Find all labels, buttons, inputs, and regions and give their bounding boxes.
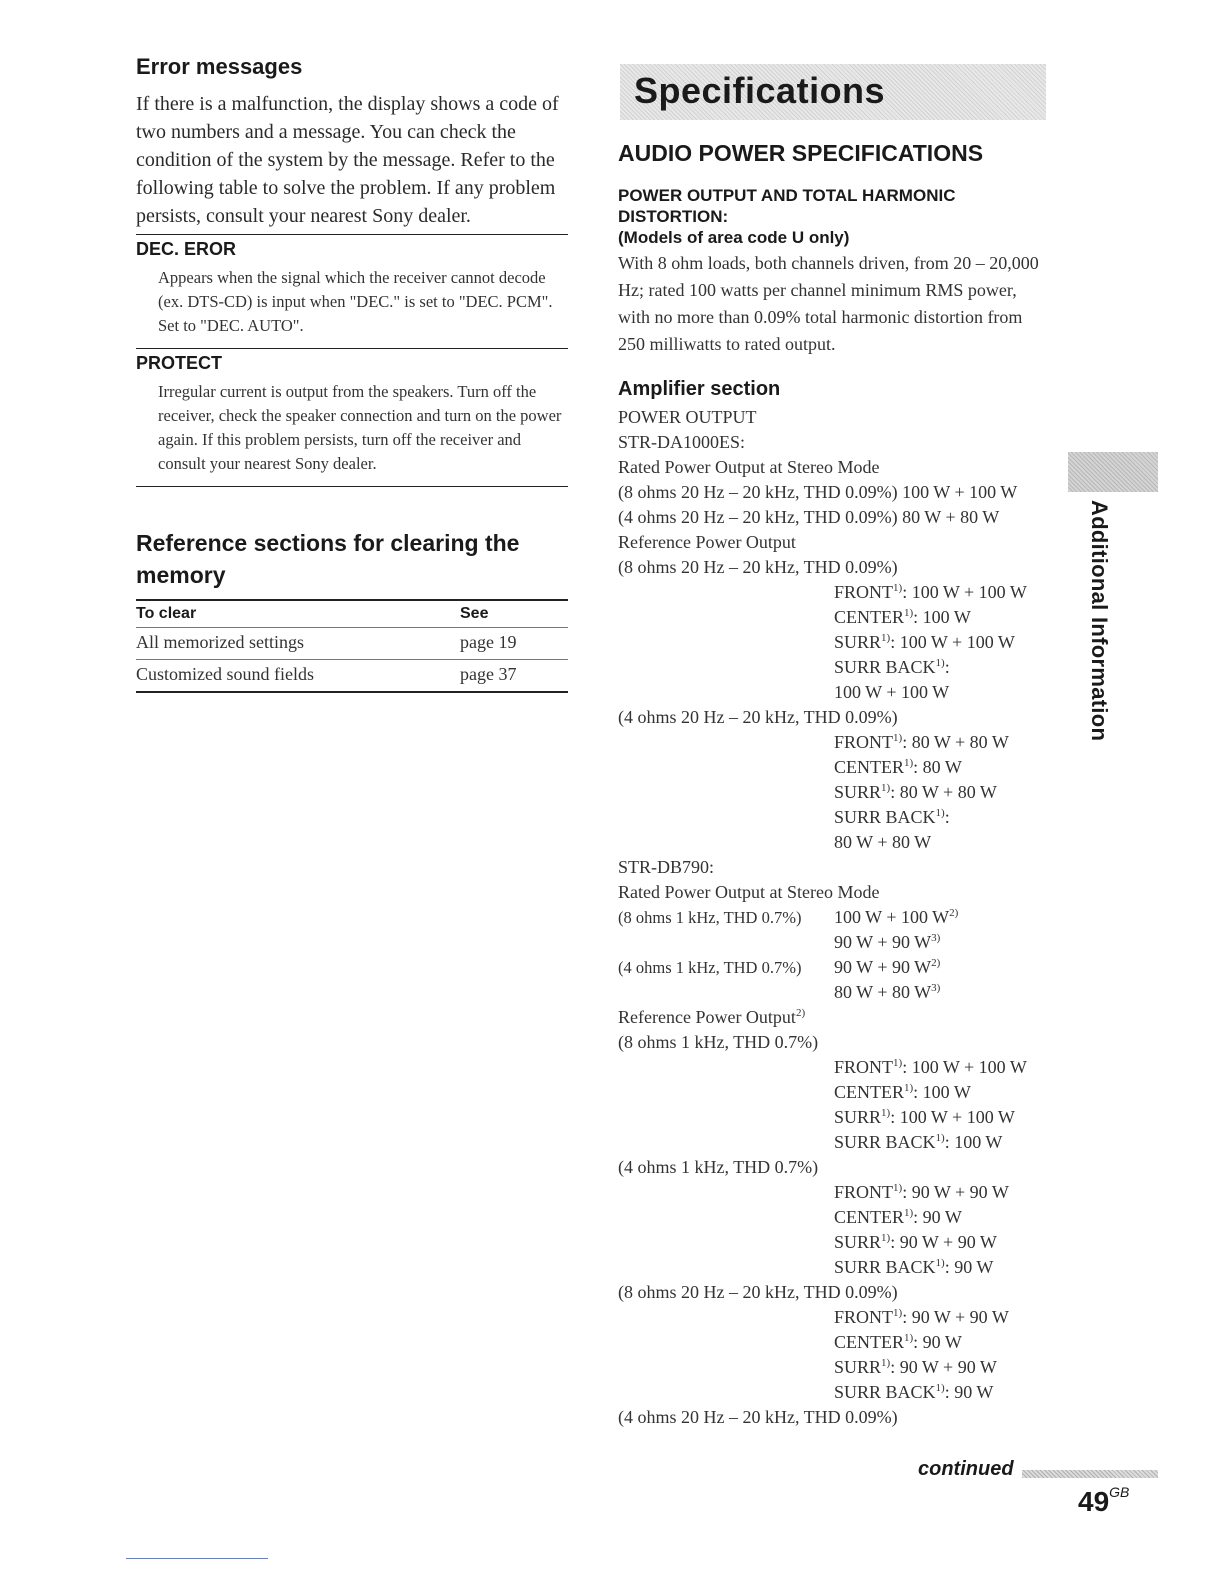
error-messages-heading: Error messages: [136, 54, 303, 79]
spec-line: (8 ohms 20 Hz – 20 kHz, THD 0.09%) 100 W + 100 W: [618, 482, 1018, 502]
channel-label: CENTER: [834, 757, 904, 777]
footnote-mark: 2): [949, 907, 959, 919]
channel-line: [618, 1180, 1048, 1205]
power-output-label: POWER OUTPUT: [618, 407, 757, 427]
left-column: [136, 54, 568, 693]
channel-line: [618, 605, 1048, 630]
spec-condition: (8 ohms 20 Hz – 20 kHz, THD 0.09%): [618, 557, 898, 577]
channel-label: SURR BACK: [834, 1382, 936, 1402]
page-number: [1078, 1486, 1129, 1518]
footnote-mark: 1): [935, 1132, 945, 1144]
banner-title: Specifications: [634, 70, 886, 111]
channel-line: [618, 780, 1048, 805]
page-number-value: 49: [1078, 1486, 1110, 1517]
channel-line: [618, 1380, 1048, 1405]
footnote-mark: 1): [904, 757, 914, 769]
reference-heading: Reference sections for clearing the memory: [136, 530, 520, 588]
footnote-mark: 1): [893, 1182, 903, 1194]
channel-list: [618, 1180, 1048, 1280]
channel-value: : 90 W + 90 W: [890, 1232, 997, 1252]
table-header-row: [136, 600, 568, 628]
footnote-mark: 1): [893, 1307, 903, 1319]
error-messages-intro: If there is a malfunction, the display shows a code of two numbers and a message. You can check the condition of the system by the message. Refer to the following table to solve the problem. If any problem persists, consult your nearest Sony dealer.: [136, 93, 559, 227]
cell-clear: All memorized settings: [136, 628, 460, 660]
channel-label: FRONT: [834, 1057, 894, 1077]
channel-value: : 90 W: [913, 1207, 962, 1227]
channel-line: [618, 1055, 1048, 1080]
power-output-subheading: POWER OUTPUT AND TOTAL HARMONIC DISTORTION:: [618, 186, 956, 226]
channel-value: : 80 W: [913, 757, 962, 777]
spec-condition: (8 ohms 1 kHz, THD 0.7%): [618, 908, 802, 927]
channel-value: : 100 W + 100 W: [902, 582, 1027, 602]
channel-list: [618, 730, 1048, 855]
rated-stereo-label: Rated Power Output at Stereo Mode: [618, 457, 880, 477]
channel-line: [618, 655, 1048, 680]
channel-value: :: [944, 807, 950, 827]
channel-line: [618, 1255, 1048, 1280]
channel-line: [618, 1330, 1048, 1355]
continued-label: continued: [918, 1458, 1014, 1480]
footnote-mark: 1): [893, 582, 903, 594]
spec-line: [618, 980, 1048, 1005]
cell-clear: Customized sound fields: [136, 660, 460, 693]
channel-line: [618, 755, 1048, 780]
channel-label: SURR: [834, 1232, 882, 1252]
side-tab-marker: [1068, 452, 1158, 492]
footnote-mark: 3): [931, 982, 941, 994]
error-item-dec-eror: [136, 234, 568, 338]
channel-line: [618, 1130, 1048, 1155]
divider: [136, 486, 568, 487]
channel-line: [618, 805, 1048, 830]
channel-label: CENTER: [834, 607, 904, 627]
spec-condition: (4 ohms 1 kHz, THD 0.7%): [618, 1157, 819, 1177]
channel-label: SURR: [834, 632, 882, 652]
reference-table: [136, 599, 568, 693]
model-label: STR-DB790:: [618, 857, 715, 877]
channel-value: : 100 W + 100 W: [890, 632, 1015, 652]
channel-value: 80 W + 80 W: [834, 832, 932, 852]
specifications-banner: [620, 64, 1046, 120]
amplifier-heading: Amplifier section: [618, 378, 781, 400]
channel-label: SURR: [834, 782, 882, 802]
spec-condition: (4 ohms 20 Hz – 20 kHz, THD 0.09%): [618, 1407, 898, 1427]
footnote-mark: 1): [935, 1257, 945, 1269]
spec-line: (4 ohms 20 Hz – 20 kHz, THD 0.09%) 80 W + 80 W: [618, 507, 1000, 527]
footnote-mark: 2): [795, 1007, 806, 1019]
footer-rule: [126, 1558, 268, 1559]
reference-power-label: [618, 1005, 1048, 1030]
footnote-mark: 1): [935, 807, 945, 819]
side-tab-label: Additional Information: [1087, 500, 1112, 742]
cell-see: page 19: [460, 628, 568, 660]
channel-list: [618, 1055, 1048, 1155]
error-item-title: PROTECT: [136, 353, 223, 373]
model-label: STR-DA1000ES:: [618, 432, 746, 452]
footnote-mark: 1): [904, 1082, 914, 1094]
spec-line: [618, 905, 1048, 930]
spec-value: 80 W + 80 W: [834, 982, 932, 1002]
spec-value: 90 W + 90 W: [834, 957, 932, 977]
error-item-body: Irregular current is output from the speakers. Turn off the receiver, check the speaker connection and turn on the power again. If this problem persists, turn off the receiver and consult your nearest Sony dealer.: [158, 382, 562, 473]
channel-value: : 80 W + 80 W: [890, 782, 997, 802]
channel-line: [618, 1305, 1048, 1330]
reference-power-label: Reference Power Output: [618, 532, 796, 552]
table-row: [136, 628, 568, 660]
channel-value: 100 W + 100 W: [834, 682, 950, 702]
channel-value: : 100 W + 100 W: [902, 1057, 1027, 1077]
error-item-body: Appears when the signal which the receiver cannot decode (ex. DTS-CD) is input when "DEC." is set to "DEC. PCM". Set to "DEC. AUTO".: [158, 268, 553, 335]
channel-line: [618, 580, 1048, 605]
error-item-title: DEC. EROR: [136, 239, 237, 259]
spec-line: [618, 955, 1048, 980]
right-column: [618, 140, 1048, 1430]
col-header-see: See: [460, 600, 568, 628]
channel-list: [618, 1305, 1048, 1405]
channel-line: [618, 1080, 1048, 1105]
footnote-mark: 1): [881, 782, 891, 794]
channel-label: FRONT: [834, 1307, 894, 1327]
channel-label: FRONT: [834, 582, 894, 602]
error-item-protect: [136, 348, 568, 476]
channel-label: SURR BACK: [834, 1132, 936, 1152]
audio-power-paragraph: With 8 ohm loads, both channels driven, from 20 – 20,000 Hz; rated 100 watts per channel minimum RMS power, with no more than 0.09% total harmonic distortion from 250 milliwatts to rated output.: [618, 253, 1039, 354]
channel-line: [618, 1355, 1048, 1380]
channel-label: CENTER: [834, 1082, 904, 1102]
spec-value: 100 W + 100 W: [834, 907, 950, 927]
channel-label: FRONT: [834, 1182, 894, 1202]
channel-list: [618, 580, 1048, 705]
footnote-mark: 1): [893, 732, 903, 744]
channel-line: [618, 730, 1048, 755]
channel-value: : 90 W + 90 W: [902, 1182, 1009, 1202]
audio-power-heading: AUDIO POWER SPECIFICATIONS: [618, 140, 984, 166]
channel-label: CENTER: [834, 1332, 904, 1352]
channel-label: SURR: [834, 1107, 882, 1127]
spec-condition: (8 ohms 1 kHz, THD 0.7%): [618, 1032, 819, 1052]
channel-value: : 90 W + 90 W: [902, 1307, 1009, 1327]
channel-value: : 90 W: [913, 1332, 962, 1352]
page-suffix: GB: [1109, 1484, 1130, 1500]
footnote-mark: 2): [931, 957, 941, 969]
table-row: [136, 660, 568, 693]
channel-label: SURR BACK: [834, 657, 936, 677]
channel-value: : 100 W + 100 W: [890, 1107, 1015, 1127]
channel-line: [618, 1105, 1048, 1130]
footnote-mark: 1): [881, 1232, 891, 1244]
spec-condition: (4 ohms 1 kHz, THD 0.7%): [618, 958, 802, 977]
channel-value: : 100 W: [913, 607, 971, 627]
footnote-mark: 1): [881, 632, 891, 644]
spec-condition: (4 ohms 20 Hz – 20 kHz, THD 0.09%): [618, 707, 898, 727]
footnote-mark: 1): [893, 1057, 903, 1069]
channel-value: : 100 W: [944, 1132, 1003, 1152]
rated-stereo-label: Rated Power Output at Stereo Mode: [618, 882, 880, 902]
continued-bar: [1022, 1470, 1158, 1478]
area-code-subheading: (Models of area code U only): [618, 228, 850, 247]
channel-line: [618, 830, 1048, 855]
channel-value: : 100 W: [913, 1082, 971, 1102]
footnote-mark: 1): [881, 1107, 891, 1119]
channel-value: :: [944, 657, 950, 677]
footnote-mark: 1): [881, 1357, 891, 1369]
channel-line: [618, 630, 1048, 655]
channel-value: : 90 W + 90 W: [890, 1357, 997, 1377]
channel-label: FRONT: [834, 732, 894, 752]
channel-label: SURR BACK: [834, 1257, 936, 1277]
footnote-mark: 1): [904, 1332, 914, 1344]
channel-value: : 90 W: [944, 1257, 994, 1277]
channel-line: [618, 1230, 1048, 1255]
channel-label: SURR: [834, 1357, 882, 1377]
footnote-mark: 1): [904, 607, 914, 619]
footnote-mark: 1): [935, 1382, 945, 1394]
reference-power-text: Reference Power Output: [618, 1007, 796, 1027]
footnote-mark: 1): [904, 1207, 914, 1219]
footnote-mark: 1): [935, 657, 945, 669]
cell-see: page 37: [460, 660, 568, 693]
footnote-mark: 3): [931, 932, 941, 944]
spec-condition: (8 ohms 20 Hz – 20 kHz, THD 0.09%): [618, 1282, 898, 1302]
spec-line: [618, 930, 1048, 955]
col-header-clear: To clear: [136, 600, 460, 628]
channel-line: [618, 1205, 1048, 1230]
spec-value: 90 W + 90 W: [834, 932, 932, 952]
channel-value: : 90 W: [944, 1382, 994, 1402]
channel-label: CENTER: [834, 1207, 904, 1227]
channel-value: : 80 W + 80 W: [902, 732, 1009, 752]
channel-label: SURR BACK: [834, 807, 936, 827]
channel-line: [618, 680, 1048, 705]
